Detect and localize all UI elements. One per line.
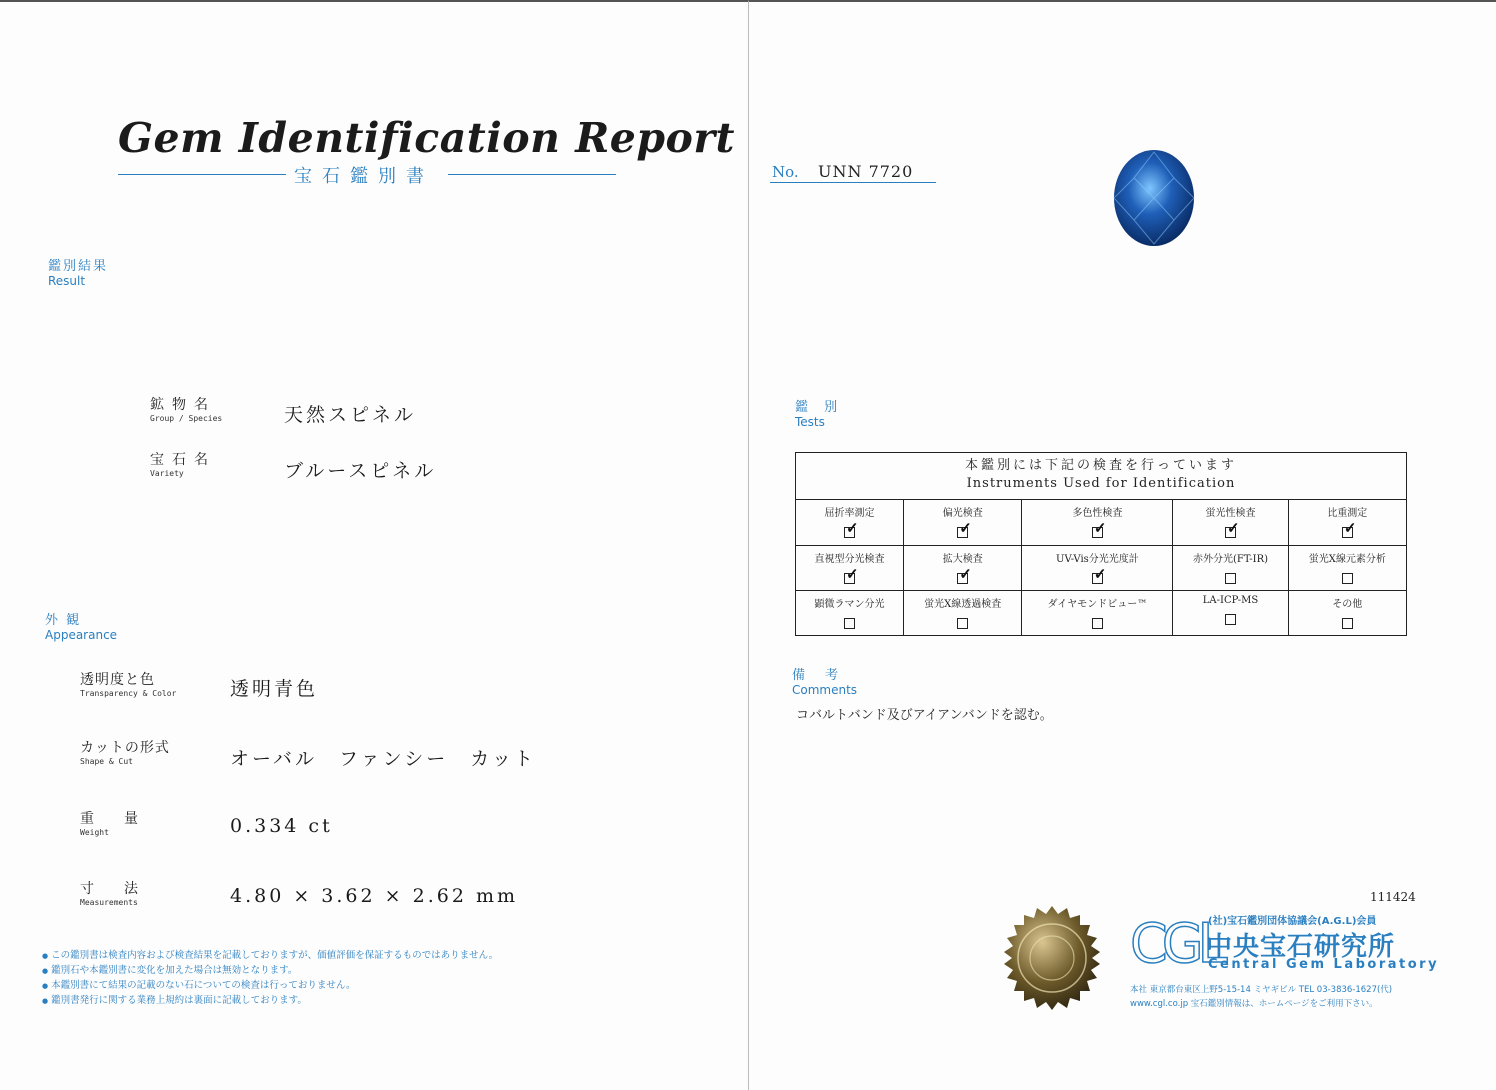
- disclaimer-note: ● 鑑別書発行に関する業務上規約は裏面に記載しております。: [42, 992, 307, 1006]
- test-label: その他: [1332, 598, 1363, 610]
- serial-number: 111424: [1370, 890, 1416, 904]
- test-checkbox: [957, 527, 968, 538]
- seal-icon: [996, 904, 1108, 1016]
- test-checkbox: [1092, 618, 1103, 629]
- variety-label-jp: 宝石名: [150, 452, 216, 468]
- subtitle-rule-left: [118, 174, 286, 175]
- cut-label-en: Shape & Cut: [80, 757, 133, 766]
- report-number-label: No.: [772, 163, 799, 181]
- test-label: 赤外分光(FT-IR): [1193, 553, 1269, 565]
- test-checkbox: [844, 527, 855, 538]
- weight-value: 0.334 ct: [230, 815, 333, 837]
- comment-text: コバルトバンド及びアイアンバンドを認む。: [796, 708, 1053, 723]
- result-label-en: Result: [48, 274, 86, 288]
- test-cell: [904, 500, 1022, 545]
- test-cell: [1022, 500, 1173, 545]
- test-label: 偏光検査: [942, 508, 983, 520]
- test-checkbox: [1342, 573, 1353, 584]
- weight-label-en: Weight: [80, 828, 109, 837]
- test-cell: [796, 545, 904, 590]
- tests-section-label: [795, 396, 843, 429]
- test-label: LA-ICP-MS: [1202, 594, 1259, 606]
- variety-row: [150, 449, 216, 478]
- test-cell: [1288, 500, 1406, 545]
- test-label: 屈折率測定: [824, 508, 875, 520]
- lab-address: 本社 東京都台東区上野5-15-14 ミヤギビル TEL 03-3836-1627(代): [1130, 985, 1393, 995]
- report-number-rule: [770, 182, 936, 183]
- test-cell: [1022, 545, 1173, 590]
- lab-name-en: Central Gem Laboratory: [1208, 957, 1440, 972]
- weight-row: [80, 808, 146, 837]
- lab-website: www.cgl.co.jp 宝石鑑別情報は、ホームページをご利用下さい。: [1130, 999, 1378, 1009]
- appearance-label-en: Appearance: [45, 628, 118, 642]
- test-checkbox: [1225, 527, 1236, 538]
- result-label-jp: 鑑別結果: [48, 259, 109, 274]
- test-label: 蛍光性検査: [1205, 508, 1256, 520]
- test-label: 多色性検査: [1072, 508, 1123, 520]
- color-label-en: Transparency & Color: [80, 689, 177, 698]
- comments-label-jp: 備 考: [792, 668, 847, 683]
- disclaimer-note: ● 本鑑別書にて結果の記載のない石についての検査は行っておりません。: [42, 977, 356, 991]
- test-cell: [1022, 590, 1173, 635]
- test-label: 顕微ラマン分光: [814, 598, 885, 610]
- instruments-table: [795, 452, 1407, 636]
- test-label: 蛍光X線透過検査: [924, 598, 1002, 610]
- color-label-jp: 透明度と色: [80, 672, 155, 688]
- cut-value: オーバル ファンシー カット: [230, 748, 537, 770]
- measurements-label-en: Measurements: [80, 898, 138, 907]
- weight-label-jp: 重 量: [80, 811, 146, 827]
- test-label: 直視型分光検査: [814, 553, 885, 565]
- test-checkbox: [957, 573, 968, 584]
- test-label: UV-Vis分光光度計: [1056, 553, 1139, 565]
- test-cell: [1173, 545, 1288, 590]
- test-label: ダイヤモンドビュー™: [1047, 598, 1148, 610]
- tests-label-jp: 鑑 別: [795, 400, 844, 415]
- comments-label-en: Comments: [792, 683, 858, 697]
- subtitle-rule-right: [448, 174, 616, 175]
- appearance-label-jp: 外 観: [45, 613, 82, 628]
- test-cell: [1288, 545, 1406, 590]
- test-label: 比重測定: [1327, 508, 1368, 520]
- test-checkbox: [957, 618, 968, 629]
- table-header-en: Instruments Used for Identification: [966, 475, 1236, 491]
- test-cell: [1173, 590, 1288, 635]
- species-value: 天然スピネル: [284, 404, 417, 426]
- test-label: 拡大検査: [942, 553, 983, 565]
- disclaimer-note: ● 鑑別石や本鑑別書に変化を加えた場合は無効となります。: [42, 962, 297, 976]
- cgl-logo-icon: [1128, 910, 1222, 975]
- table-header-jp: 本鑑別には下記の検査を行っています: [964, 458, 1237, 473]
- association-text: (社)宝石鑑別団体協議会(A.G.L)会員: [1208, 916, 1377, 927]
- report-title: Gem Identification Report: [118, 114, 735, 162]
- appearance-section-label: [45, 609, 117, 642]
- cut-label-jp: カットの形式: [80, 740, 170, 756]
- svg-text:CGL: CGL: [1130, 912, 1222, 975]
- species-label-jp: 鉱物名: [150, 397, 216, 413]
- report-number-value: UNN 7720: [818, 162, 914, 181]
- measurements-row: [80, 878, 146, 907]
- test-checkbox: [1225, 573, 1236, 584]
- result-section-label: [48, 255, 108, 288]
- test-checkbox: [844, 618, 855, 629]
- test-checkbox: [844, 573, 855, 584]
- instruments-table-header: [796, 453, 1407, 500]
- measurements-value: 4.80 × 3.62 × 2.62 mm: [230, 885, 518, 907]
- species-label-en: Group / Species: [150, 414, 223, 423]
- color-row: [80, 669, 176, 698]
- species-row: [150, 394, 222, 423]
- lab-name-jp: 中央宝石研究所: [1206, 932, 1396, 962]
- tests-label-en: Tests: [795, 415, 825, 429]
- gemstone-photo: [1112, 148, 1196, 248]
- report-subtitle: 宝石鑑別書: [290, 162, 438, 188]
- test-checkbox: [1342, 527, 1353, 538]
- test-checkbox: [1225, 614, 1236, 625]
- variety-value: ブルースピネル: [284, 460, 437, 482]
- test-checkbox: [1092, 573, 1103, 584]
- test-cell: [1173, 500, 1288, 545]
- color-value: 透明青色: [230, 678, 319, 700]
- comments-section-label: [792, 664, 857, 697]
- measurements-label-jp: 寸 法: [80, 881, 146, 897]
- test-cell: [1288, 590, 1406, 635]
- test-checkbox: [1092, 527, 1103, 538]
- cut-row: [80, 737, 170, 766]
- test-checkbox: [1342, 618, 1353, 629]
- test-cell: [904, 545, 1022, 590]
- disclaimer-note: ● この鑑別書は検査内容および検査結果を記載しておりますが、価値評価を保証するものではありません。: [42, 947, 498, 961]
- test-cell: [904, 590, 1022, 635]
- test-label: 蛍光X線元素分析: [1308, 553, 1386, 565]
- variety-label-en: Variety: [150, 469, 184, 478]
- test-cell: [796, 590, 904, 635]
- test-cell: [796, 500, 904, 545]
